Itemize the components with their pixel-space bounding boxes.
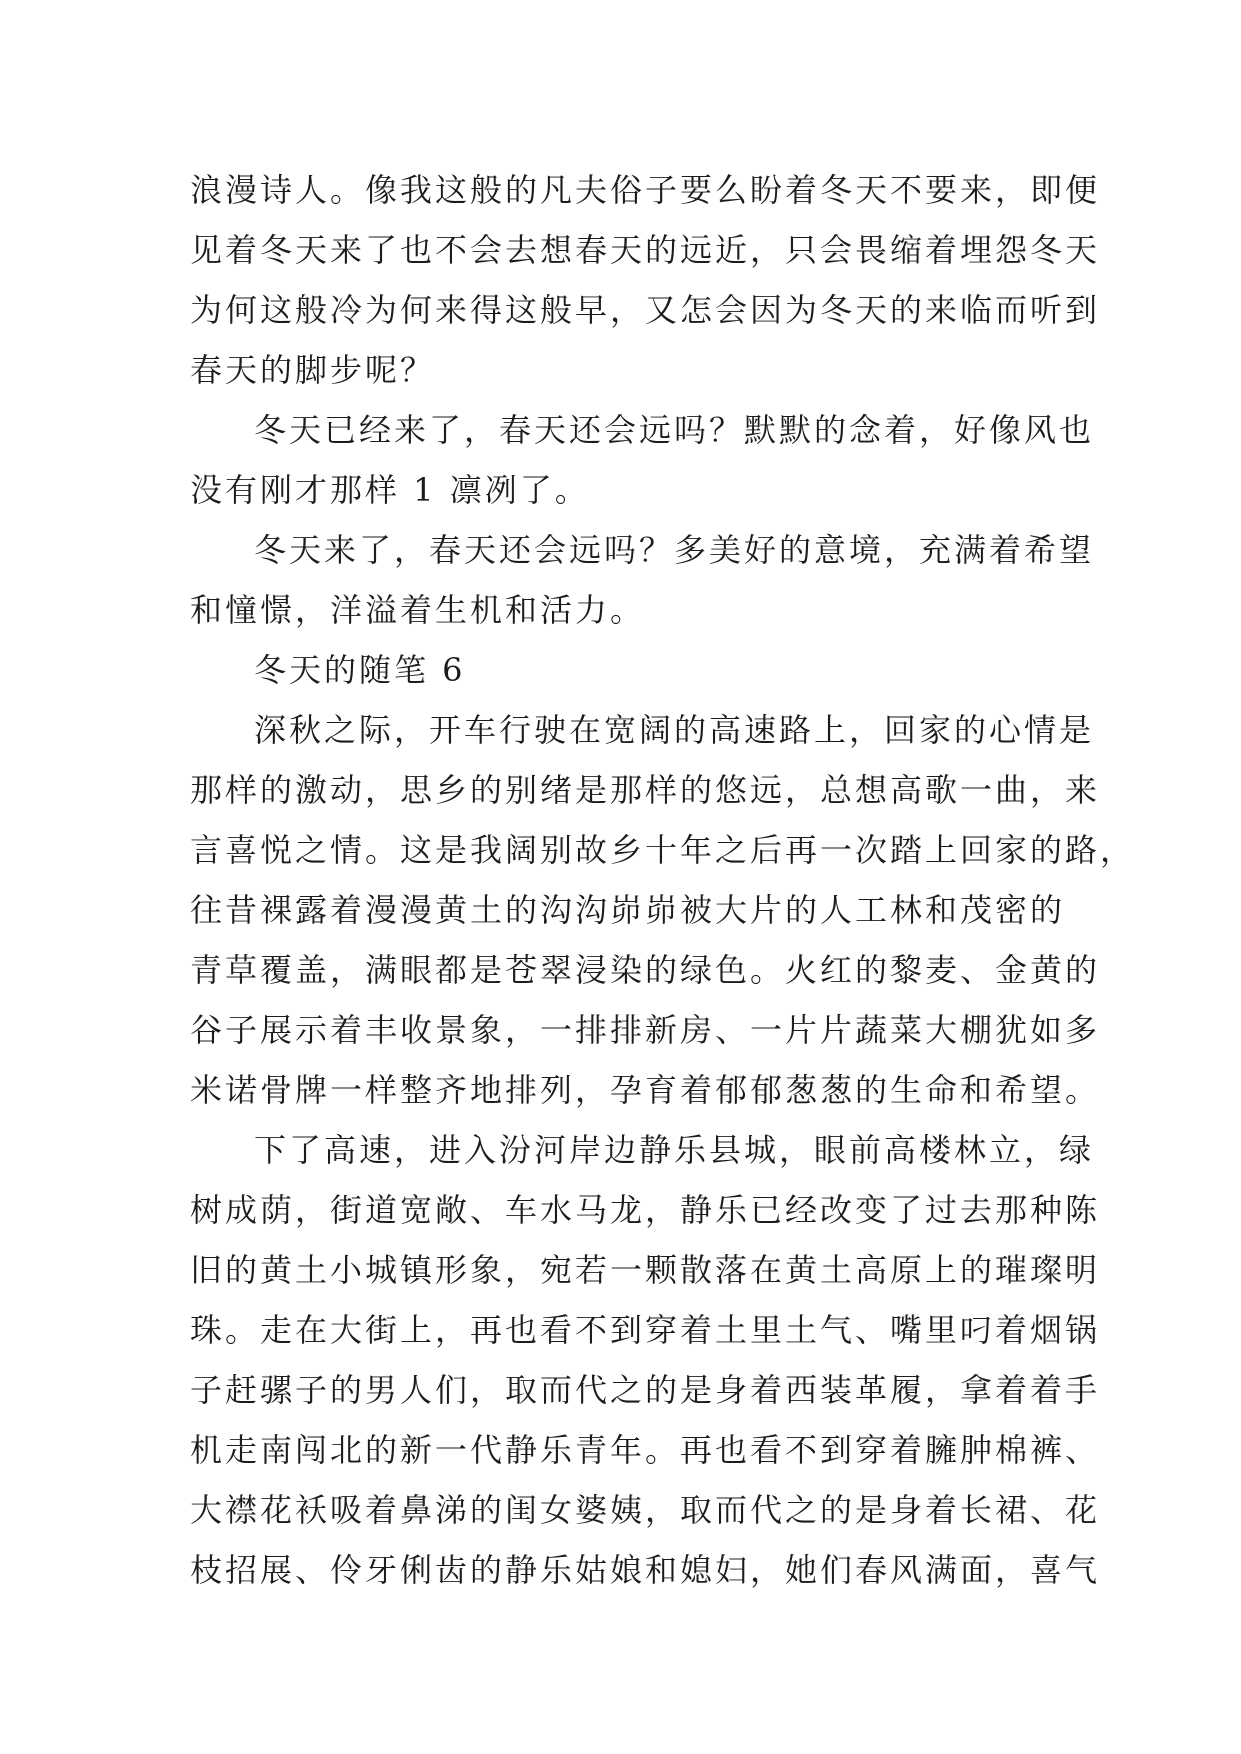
document-body bbox=[190, 160, 1136, 1600]
text-line: 浪漫诗人。像我这般的凡夫俗子要么盼着冬天不要来，即便 bbox=[190, 171, 1101, 209]
text-line: 青草覆盖，满眼都是苍翠浸染的绿色。火红的黎麦、金黄的 bbox=[190, 951, 1101, 989]
section-heading: 冬天的随笔 6 bbox=[254, 651, 466, 689]
text-line: 大襟花袄吸着鼻涕的闺女婆姨，取而代之的是身着长裙、花 bbox=[190, 1491, 1101, 1529]
text-line: 见着冬天来了也不会去想春天的远近，只会畏缩着埋怨冬天 bbox=[190, 231, 1101, 269]
text-line: 没有刚才那样 1 凛冽了。 bbox=[190, 471, 590, 509]
text-line: 米诺骨牌一样整齐地排列，孕育着郁郁葱葱的生命和希望。 bbox=[190, 1071, 1101, 1109]
text-line: 那样的激动，思乡的别绪是那样的悠远，总想高歌一曲，来 bbox=[190, 771, 1101, 809]
text-line: 机走南闯北的新一代静乐青年。再也看不到穿着臃肿棉裤、 bbox=[190, 1431, 1101, 1469]
text-line: 树成荫，街道宽敞、车水马龙，静乐已经改变了过去那种陈 bbox=[190, 1191, 1101, 1229]
text-line: 春天的脚步呢？ bbox=[190, 351, 436, 389]
text-line: 珠。走在大街上，再也看不到穿着土里土气、嘴里叼着烟锅 bbox=[190, 1311, 1101, 1349]
text-line: 下了高速，进入汾河岸边静乐县城，眼前高楼林立，绿 bbox=[254, 1131, 1095, 1169]
text-line: 谷子展示着丰收景象，一排排新房、一片片蔬菜大棚犹如多 bbox=[190, 1011, 1101, 1049]
text-line: 言喜悦之情。这是我阔别故乡十年之后再一次踏上回家的路， bbox=[190, 831, 1136, 869]
text-line: 和憧憬，洋溢着生机和活力。 bbox=[190, 591, 646, 629]
text-line: 往昔裸露着漫漫黄土的沟沟峁峁被大片的人工林和茂密的 bbox=[190, 891, 1066, 929]
text-line: 冬天来了，春天还会远吗？多美好的意境，充满着希望 bbox=[254, 531, 1095, 569]
text-line: 旧的黄土小城镇形象，宛若一颗散落在黄土高原上的璀璨明 bbox=[190, 1251, 1101, 1289]
text-line: 为何这般冷为何来得这般早，又怎会因为冬天的来临而听到 bbox=[190, 291, 1101, 329]
text-line: 深秋之际，开车行驶在宽阔的高速路上，回家的心情是 bbox=[254, 711, 1095, 749]
text-line: 枝招展、伶牙俐齿的静乐姑娘和媳妇，她们春风满面，喜气 bbox=[190, 1551, 1101, 1589]
text-line: 子赶骡子的男人们，取而代之的是身着西装革履，拿着着手 bbox=[190, 1371, 1101, 1409]
text-line: 冬天已经来了，春天还会远吗？默默的念着，好像风也 bbox=[254, 411, 1095, 449]
